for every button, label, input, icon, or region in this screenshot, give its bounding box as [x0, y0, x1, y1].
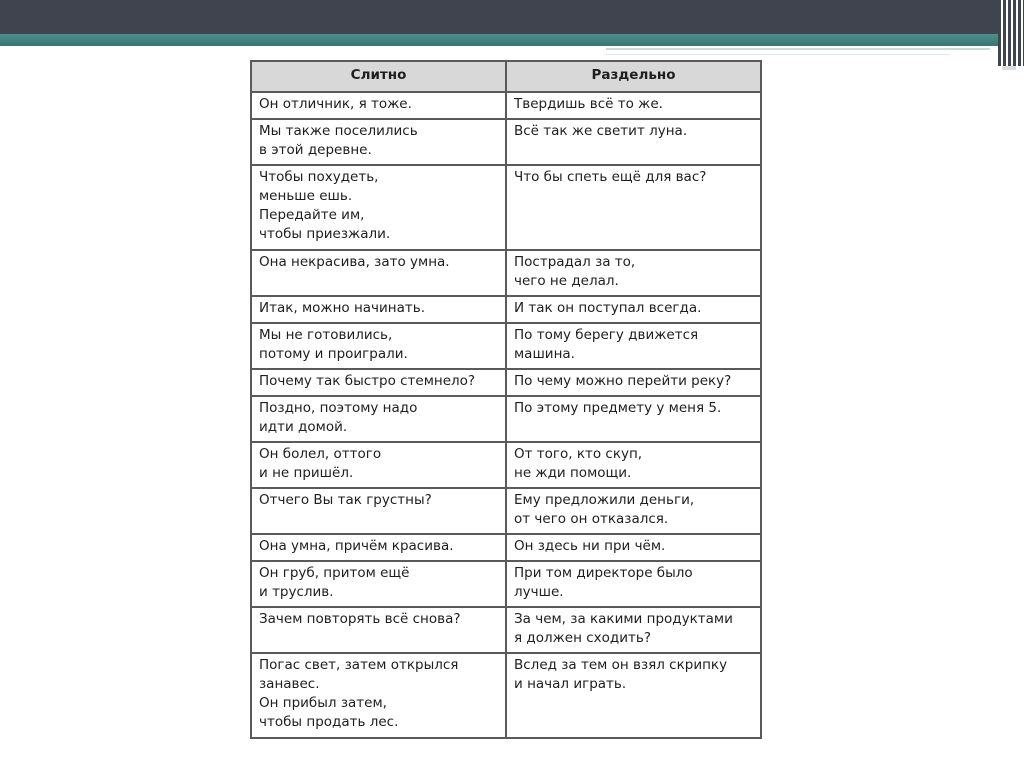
table-row [251, 165, 761, 250]
column-header-together: Слитно [251, 61, 506, 92]
slide-decor-line [606, 54, 950, 55]
table-row [251, 92, 761, 119]
cell-together: Она умна, причём красива. [251, 534, 506, 561]
slide-decor-stripes [998, 0, 1024, 66]
slide-accent-band [0, 34, 1000, 46]
cell-together: Чтобы похудеть, меньше ешь. Передайте им, чтобы приезжали. [251, 165, 506, 250]
cell-separate: По этому предмету у меня 5. [506, 396, 761, 442]
slide-header-band [0, 0, 1024, 34]
cell-together: Итак, можно начинать. [251, 296, 506, 323]
cell-together: Мы не готовились, потому и проиграли. [251, 323, 506, 369]
table-row [251, 396, 761, 442]
table-row [251, 369, 761, 396]
table-row [251, 250, 761, 296]
slide-decor-stripes-tail [1002, 66, 1016, 70]
cell-together: Мы также поселились в этой деревне. [251, 119, 506, 165]
cell-separate: Он здесь ни при чём. [506, 534, 761, 561]
table-row [251, 561, 761, 607]
table-row [251, 607, 761, 653]
cell-separate: За чем, за какими продуктами я должен сходить? [506, 607, 761, 653]
cell-separate: От того, кто скуп, не жди помощи. [506, 442, 761, 488]
slide-decor-line [606, 48, 990, 50]
table-row [251, 296, 761, 323]
cell-separate: По тому берегу движется машина. [506, 323, 761, 369]
cell-together: Погас свет, затем открылся занавес. Он прибыл затем, чтобы продать лес. [251, 653, 506, 738]
cell-together: Поздно, поэтому надо идти домой. [251, 396, 506, 442]
cell-separate: Всё так же светит луна. [506, 119, 761, 165]
cell-separate: Что бы спеть ещё для вас? [506, 165, 761, 250]
cell-separate: Вслед за тем он взял скрипку и начал играть. [506, 653, 761, 738]
table-row [251, 488, 761, 534]
spelling-table-container [250, 60, 762, 730]
column-header-separate: Раздельно [506, 61, 761, 92]
table-row [251, 119, 761, 165]
table-header-row [251, 61, 761, 92]
cell-separate: При том директоре было лучше. [506, 561, 761, 607]
spelling-table [250, 60, 762, 739]
table-row [251, 323, 761, 369]
cell-separate: Твердишь всё то же. [506, 92, 761, 119]
cell-separate: Пострадал за то, чего не делал. [506, 250, 761, 296]
cell-separate: Ему предложили деньги, от чего он отказался. [506, 488, 761, 534]
cell-together: Он отличник, я тоже. [251, 92, 506, 119]
cell-separate: И так он поступал всегда. [506, 296, 761, 323]
cell-together: Он груб, притом ещё и труслив. [251, 561, 506, 607]
cell-together: Почему так быстро стемнело? [251, 369, 506, 396]
cell-together: Зачем повторять всё снова? [251, 607, 506, 653]
table-row [251, 534, 761, 561]
table-row [251, 442, 761, 488]
cell-together: Отчего Вы так грустны? [251, 488, 506, 534]
table-row [251, 653, 761, 738]
cell-separate: По чему можно перейти реку? [506, 369, 761, 396]
cell-together: Он болел, оттого и не пришёл. [251, 442, 506, 488]
cell-together: Она некрасива, зато умна. [251, 250, 506, 296]
